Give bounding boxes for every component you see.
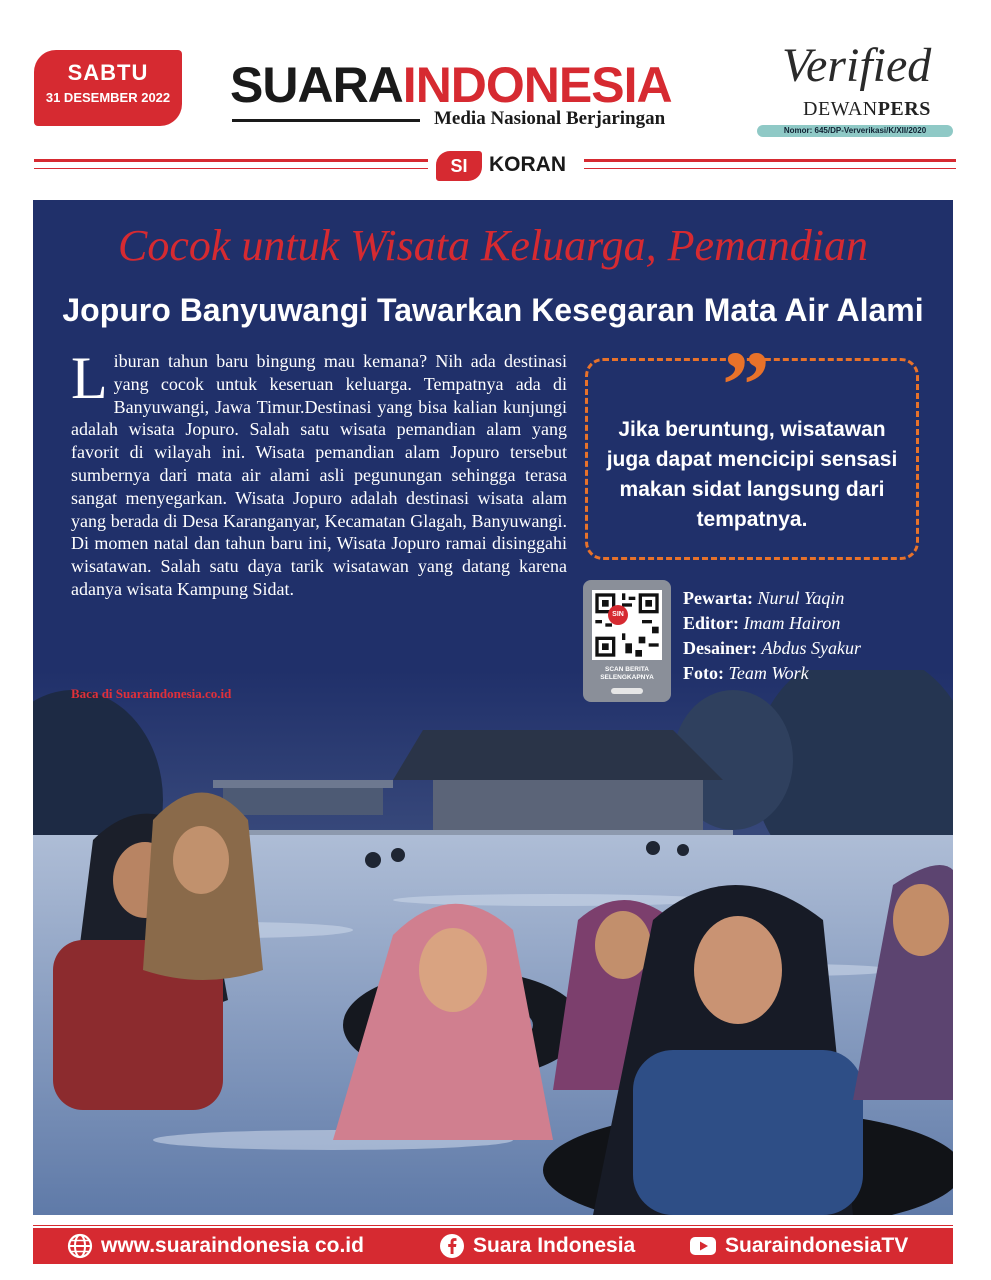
credit-value: Team Work <box>728 663 809 683</box>
dewan-text: DEWAN <box>803 98 878 120</box>
divider-left <box>34 159 428 162</box>
globe-icon <box>67 1233 93 1259</box>
masthead-logo[interactable] <box>230 56 750 114</box>
tagline: Media Nasional Berjaringan <box>434 108 666 129</box>
qr-bar <box>611 688 643 694</box>
credit-row <box>683 586 861 611</box>
credit-label: Foto: <box>683 663 724 683</box>
credit-value: Imam Hairon <box>743 613 841 633</box>
divider-left-thin <box>34 168 428 169</box>
qr-logo: SIN <box>608 605 628 625</box>
date-full: 31 DESEMBER 2022 <box>45 90 171 105</box>
article-body-text: iburan tahun baru bingung mau kemana? Nih ada destinasi yang cocok untuk keseruan keluarga. Tempatnya ada di Banyuwangi, Jawa Timur.Destinasi yang bisa kalian kunjungi adalah wisata Jopuro. Salah satu wisata pemandian alam yang favorit di wilayah ini. Wisata pemandian alam Jopuro tersebut sumbernya dari mata air alami asli pegunungan sehingga terasa sangat menyegarkan. Wisata Jopuro adalah destinasi wisata alam yang berada di Desa Karanganyar, Kecamatan Glagah, Banyuwangi. Di momen natal dan tahun baru ini, Wisata Jopuro ramai disinggahi wisatawan. Salah satu daya tarik wisatawan yang datang karena adanya wisata Kampung Sidat. <box>71 351 567 599</box>
pull-quote <box>585 331 919 560</box>
credit-row <box>683 636 861 661</box>
credit-label: Desainer: <box>683 638 757 658</box>
credit-value: Nurul Yaqin <box>757 588 845 608</box>
qr-card[interactable] <box>583 580 671 702</box>
credit-row <box>683 661 861 686</box>
website-link[interactable] <box>67 1228 364 1264</box>
article-panel <box>33 200 953 1215</box>
credit-label: Pewarta: <box>683 588 753 608</box>
facebook-text: Suara Indonesia <box>473 1234 636 1257</box>
date-day: SABTU <box>67 60 149 85</box>
website-text: www.suaraindonesia co.id <box>101 1234 364 1257</box>
credit-row <box>683 611 861 636</box>
qr-code-icon <box>592 590 662 660</box>
pull-quote-text: Jika beruntung, wisatawan juga dapat mencicipi sensasi makan sidat langsung dari tempatnya. <box>606 418 898 531</box>
facebook-icon <box>439 1233 465 1259</box>
quote-icon: ” <box>722 331 770 438</box>
facebook-link[interactable] <box>439 1228 635 1264</box>
section-label: KORAN <box>489 153 566 176</box>
dropcap: L <box>71 345 108 411</box>
article-photo <box>33 670 953 1215</box>
si-badge: SI <box>436 151 482 181</box>
verification-number: Nomor: 645/DP-Ververikasi/K/XII/2020 <box>757 125 953 137</box>
footer-bar <box>33 1228 953 1264</box>
read-more-link[interactable]: Baca di Suaraindonesia.co.id <box>71 686 232 701</box>
qr-label: SCAN BERITA SELENGKAPNYA <box>600 666 654 681</box>
logo-underline <box>232 119 420 122</box>
youtube-link[interactable] <box>689 1228 908 1264</box>
footer-rule <box>33 1225 953 1226</box>
logo-indonesia: INDONESIA <box>402 57 672 113</box>
headline: Jopuro Banyuwangi Tawarkan Kesegaran Mata Air Alami <box>62 292 924 328</box>
divider-right <box>584 159 956 162</box>
credits <box>683 586 861 686</box>
date-badge <box>34 50 182 126</box>
verified-label: Verified <box>782 39 932 92</box>
credit-label: Editor: <box>683 613 739 633</box>
article-body <box>71 345 567 601</box>
divider-right-thin <box>584 168 956 169</box>
youtube-icon <box>689 1235 717 1257</box>
pers-text: PERS <box>877 98 931 120</box>
youtube-text: SuaraindonesiaTV <box>725 1234 909 1257</box>
logo-suara: SUARA <box>230 57 403 113</box>
credit-value: Abdus Syakur <box>761 638 861 658</box>
dewan-pers-label <box>803 98 931 121</box>
kicker: Cocok untuk Wisata Keluarga, Pemandian <box>118 221 868 270</box>
